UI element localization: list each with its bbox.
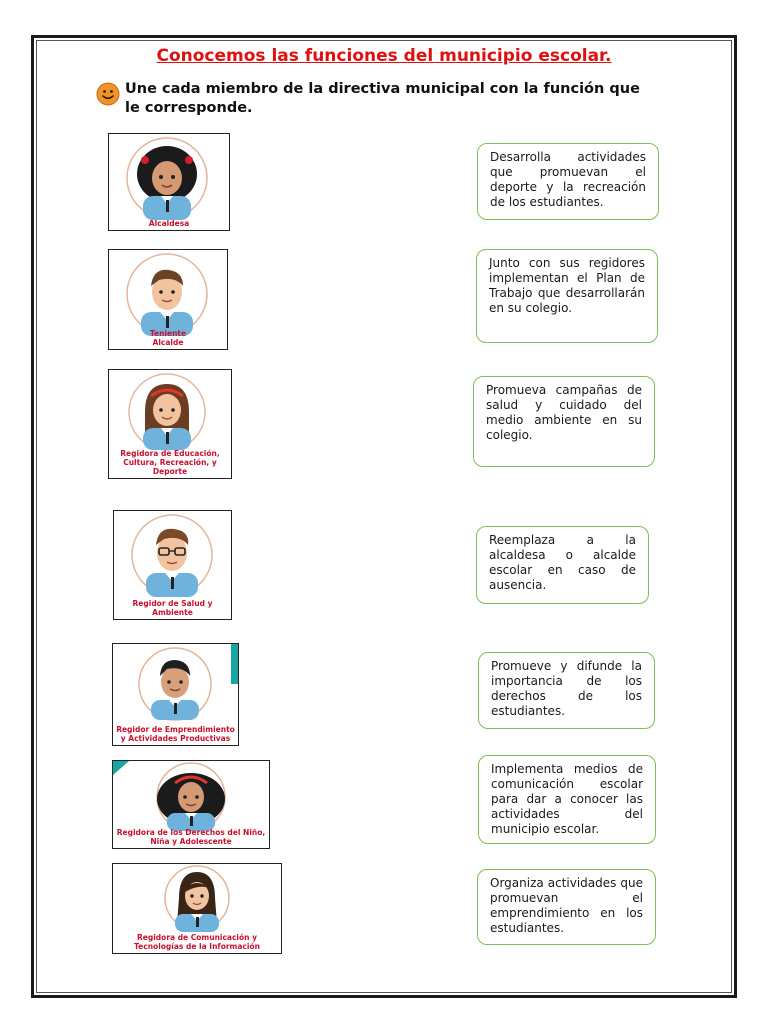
member-card-teniente-alcalde[interactable] bbox=[108, 249, 228, 350]
page-title: Conocemos las funciones del municipio escolar. bbox=[156, 46, 612, 66]
function-box[interactable]: Promueva campañas de salud y cuidado del medio ambiente en su colegio. bbox=[473, 376, 655, 467]
member-card-regidora-educacion[interactable] bbox=[108, 369, 232, 479]
instruction-block bbox=[96, 80, 656, 118]
function-box[interactable]: Implementa medios de comunicación escolar para dar a conocer las actividades del municipio escolar. bbox=[478, 755, 656, 844]
function-box[interactable]: Promueve y difunde la importancia de los derechos de los estudiantes. bbox=[478, 652, 655, 729]
member-card-regidora-comunicacion[interactable] bbox=[112, 863, 282, 954]
member-card-alcaldesa[interactable] bbox=[108, 133, 230, 231]
instruction-text: Une cada miembro de la directiva municipal con la función que le corresponde. bbox=[125, 81, 640, 116]
function-box[interactable]: Reemplaza a la alcaldesa o alcalde escolar en caso de ausencia. bbox=[476, 526, 649, 604]
member-card-regidora-derechos[interactable] bbox=[112, 760, 270, 849]
member-label: Regidora de los Derechos del Niño, Niña y Adolescente bbox=[116, 828, 266, 846]
function-box[interactable]: Junto con sus regidores implementan el Plan de Trabajo que desarrollarán en su colegio. bbox=[476, 249, 658, 343]
member-card-regidor-emprendimiento[interactable] bbox=[112, 643, 239, 746]
member-label: Teniente Alcalde bbox=[149, 329, 187, 347]
member-label: Regidor de Salud y Ambiente bbox=[132, 599, 213, 617]
function-box[interactable]: Desarrolla actividades que promuevan el deporte y la recreación de los estudiantes. bbox=[477, 143, 659, 220]
member-label: Regidora de Educación, Cultura, Recreación, y Deporte bbox=[120, 449, 220, 476]
member-card-regidor-salud[interactable] bbox=[113, 510, 232, 620]
function-box[interactable]: Organiza actividades que promuevan el emprendimiento en los estudiantes. bbox=[477, 869, 656, 945]
member-label: Regidor de Emprendimiento y Actividades Productivas bbox=[116, 725, 235, 743]
member-label: Alcaldesa bbox=[148, 219, 190, 228]
smiley-face-icon bbox=[96, 82, 120, 106]
student-avatar-icon bbox=[109, 134, 229, 230]
member-label: Regidora de Comunicación y Tecnologías de la Información bbox=[134, 933, 260, 951]
